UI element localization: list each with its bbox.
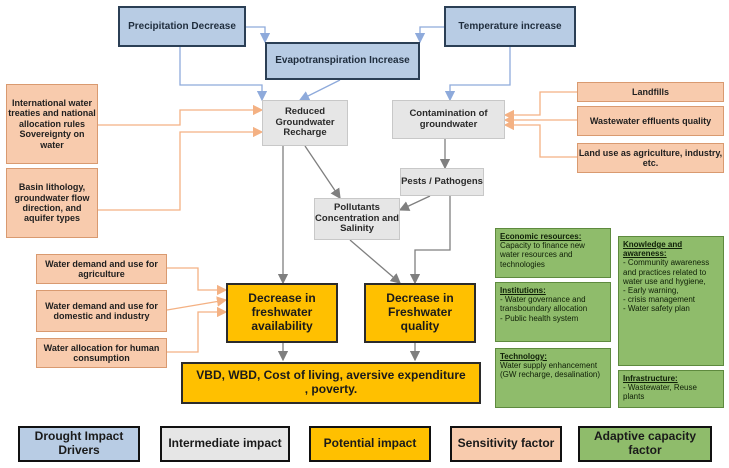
adaptive-institutions-title: Institutions: [500,286,546,295]
legend-adaptive: Adaptive capacity factor [578,426,712,462]
sensitivity-water-treaties: International water treaties and national allocation rules Sovereignty on water [6,84,98,164]
adaptive-infrastructure-title: Infrastructure: [623,374,678,383]
potential-freshwater-availability: Decrease in freshwater availability [226,283,338,343]
link-recharge-pollutants [305,146,340,198]
adaptive-technology [495,348,611,408]
adaptive-technology-body: Water supply enhancement (GW recharge, desalination) [500,361,601,380]
legend-intermediate: Intermediate impact [160,426,290,462]
sensitivity-domestic-demand: Water demand and use for domestic and industry [36,290,167,332]
adaptive-knowledge-item: - Early warning, [623,285,679,295]
driver-evapotranspiration-increase: Evapotranspiration Increase [265,42,420,80]
adaptive-knowledge-awareness [618,236,724,366]
adaptive-institutions-item: - Water governance and transboundary allocation [500,295,588,314]
sensitivity-land-use: Land use as agriculture, industry, etc. [577,143,724,173]
adaptive-knowledge-item: - crisis management [623,295,696,305]
link-evap-recharge [300,80,340,100]
link-precip-recharge [180,47,262,100]
intermediate-contamination: Contamination of groundwater [392,100,505,139]
potential-outcomes: VBD, WBD, Cost of living, aversive expenditure , poverty. [181,362,481,404]
adaptive-institutions-item: - Public health system [500,313,579,323]
link-landuse-contam [505,125,577,157]
driver-precipitation-decrease: Precipitation Decrease [118,6,246,47]
link-pests-pollutants [400,196,430,210]
link-lithology-recharge [98,132,262,210]
adaptive-institutions [495,282,611,342]
sensitivity-agri-demand: Water demand and use for agriculture [36,254,167,284]
link-landfills-contam [505,92,577,115]
intermediate-pests-pathogens: Pests / Pathogens [400,168,484,196]
adaptive-knowledge-item: - Water safety plan [623,304,690,314]
adaptive-infrastructure [618,370,724,408]
link-temp-contamination [450,47,510,100]
link-precip-evap [245,27,265,42]
link-allocation-availability [167,312,226,352]
adaptive-economic-title: Economic resources: [500,232,582,241]
adaptive-knowledge-title: Knowledge and awareness: [623,240,683,259]
adaptive-economic-body: Capacity to finance new water resources and technologies [500,241,585,269]
sensitivity-basin-lithology: Basin lithology, groundwater flow direction, and aquifer types [6,168,98,238]
link-temp-evap [420,27,444,42]
sensitivity-human-allocation: Water allocation for human consumption [36,338,167,368]
adaptive-infrastructure-item: - Wastewater, Reuse plants [623,383,697,402]
driver-temperature-increase: Temperature increase [444,6,576,47]
legend-potential: Potential impact [309,426,431,462]
link-pests-quality [415,196,450,283]
intermediate-reduced-recharge: Reduced Groundwater Recharge [262,100,348,146]
link-agri-availability [167,268,226,290]
legend-sensitivity: Sensitivity factor [450,426,562,462]
adaptive-knowledge-item: - Community awareness and practices related to water use and hygiene, [623,258,710,286]
link-pollutants-quality [350,240,400,283]
link-domestic-availability [167,300,226,310]
link-treaties-recharge [98,110,262,125]
sensitivity-wastewater-effluents: Wastewater effluents quality [577,106,724,136]
adaptive-economic-resources [495,228,611,278]
sensitivity-landfills: Landfills [577,82,724,102]
potential-freshwater-quality: Decrease in Freshwater quality [364,283,476,343]
adaptive-technology-title: Technology: [500,352,547,361]
intermediate-pollutants-salinity: Pollutants Concentration and Salinity [314,198,400,240]
legend-drivers: Drought Impact Drivers [18,426,140,462]
